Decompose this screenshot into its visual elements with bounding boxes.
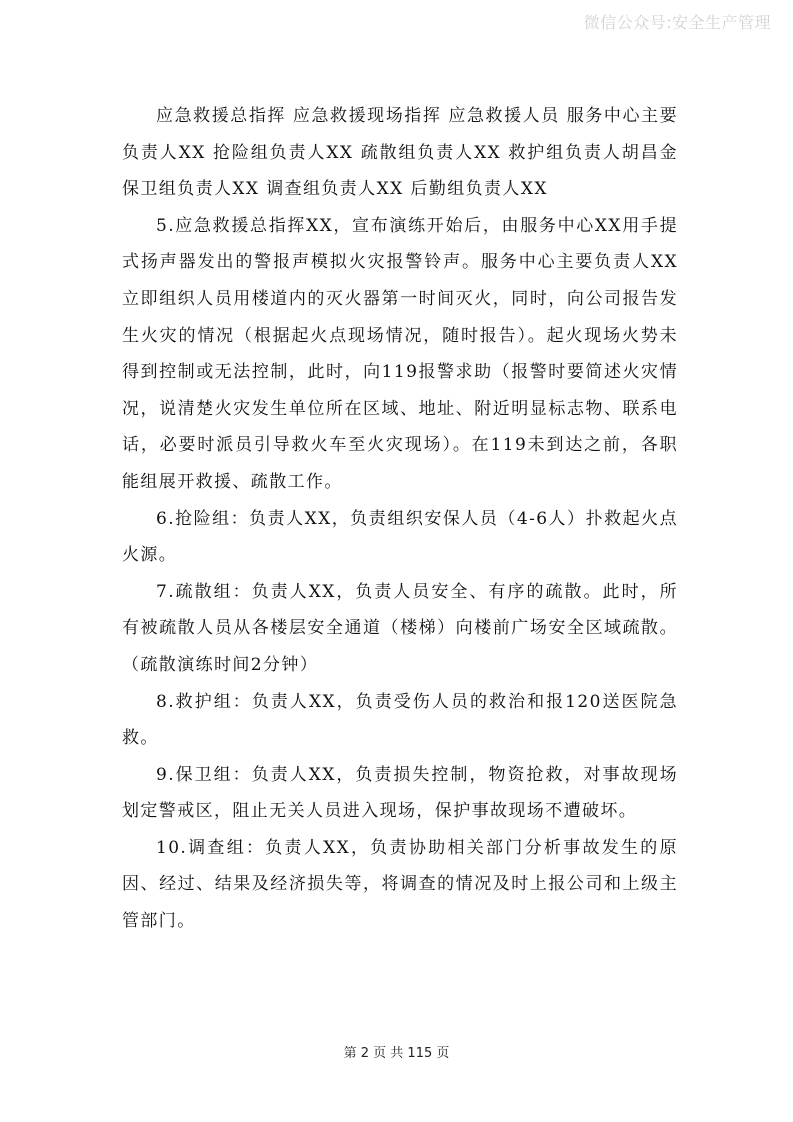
paragraph-step-5: 5.应急救援总指挥XX，宣布演练开始后，由服务中心XX用手提式扬声器发出的警报声模拟火灾报警铃声。服务中心主要负责人XX立即组织人员用楼道内的灭火器第一时间灭火，同时，向公司报告发生火灾的情况（根据起火点现场情况，随时报告）。起火现场火势未得到控制或无法控制，此时，向119报警求助（报警时要简述火灾情况，说清楚火灾发生单位所在区域、地址、附近明显标志物、联系电话，必要时派员引导救火车至火灾现场）。在119未到达之前，各职能组展开救援、疏散工作。 xyxy=(122,215,678,492)
paragraph-step-9: 9.保卫组：负责人XX，负责损失控制，物资抢救，对事故现场划定警戒区，阻止无关人员进入现场，保护事故现场不遭破坏。 xyxy=(122,764,678,822)
paragraph-step-10: 10.调查组：负责人XX，负责协助相关部门分析事故发生的原因、经过、结果及经济损失等，将调查的情况及时上报公司和上级主管部门。 xyxy=(122,837,678,932)
paragraph-step-7: 7.疏散组：负责人XX，负责人员安全、有序的疏散。此时，所有被疏散人员从各楼层安全通道（楼梯）向楼前广场安全区域疏散。（疏散演练时间2分钟） xyxy=(122,581,678,675)
paragraph-personnel: 应急救援总指挥 应急救援现场指挥 应急救援人员 服务中心主要负责人XX 抢险组负责人XX 疏散组负责人XX 救护组负责人胡昌金 保卫组负责人XX 调查组负责人XX 后勤组负责人XX xyxy=(122,106,678,200)
document-body xyxy=(122,98,678,940)
paragraph-step-8: 8.救护组：负责人XX，负责受伤人员的救治和报120送医院急救。 xyxy=(122,691,678,749)
watermark: 微信公众号:安全生产管理 xyxy=(583,13,771,32)
paragraph-step-6: 6.抢险组：负责人XX，负责组织安保人员（4-6人）扑救起火点火源。 xyxy=(122,508,678,566)
page-number-footer: 第 2 页 共 115 页 xyxy=(343,1046,450,1061)
